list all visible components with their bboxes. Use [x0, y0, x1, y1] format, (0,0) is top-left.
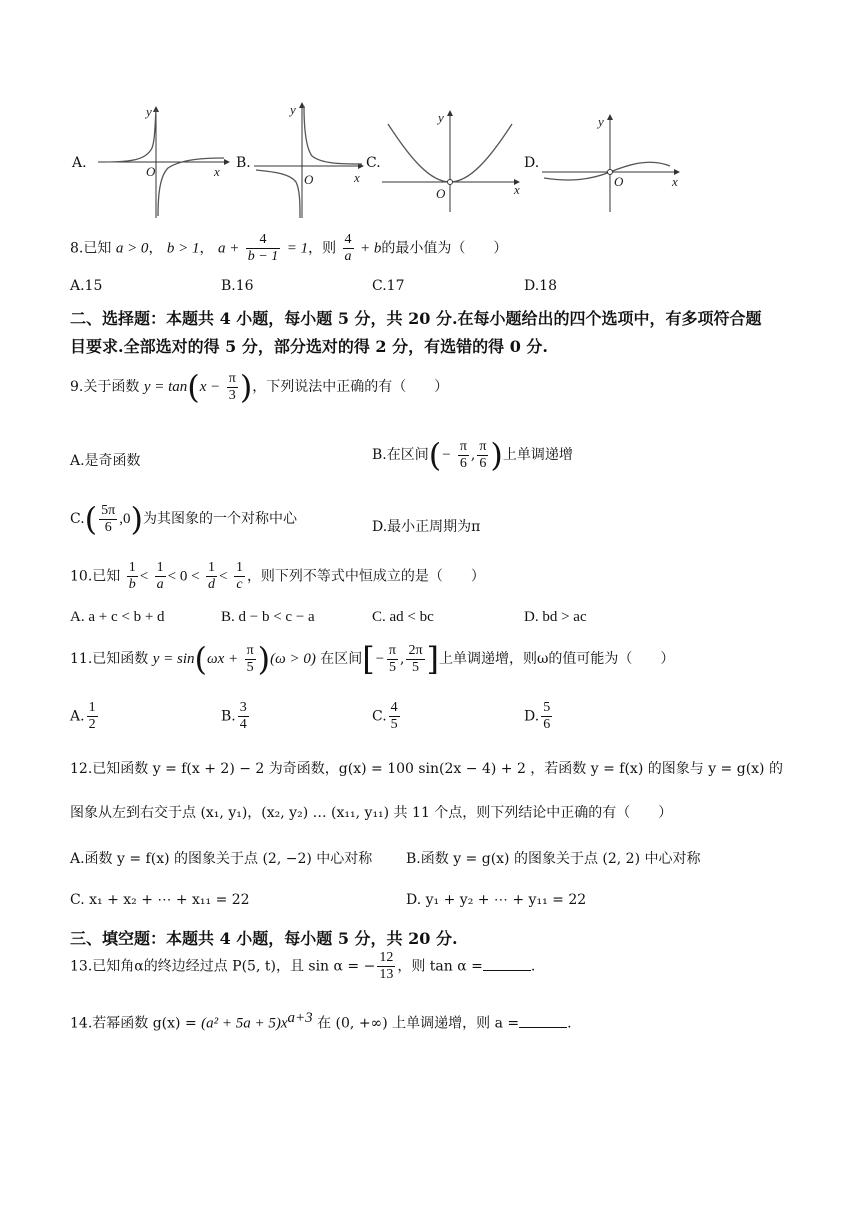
q12-question-line1: 12.已知函数 y = f(x + 2) − 2 为奇函数，g(x) = 100 sin(2x − 4) + 2 ，若函数 y = f(x) 的图象与 y = g(x) 的 [70, 761, 783, 777]
origin-label: O [146, 164, 156, 179]
q10-option-d: D. bd > ac [524, 609, 587, 625]
q11-option-c: C. $\frac{4}{5}$ [372, 700, 398, 732]
y-axis-label: y [598, 114, 604, 129]
section2-heading-line1: 二、选择题：本题共 4 小题，每小题 5 分，共 20 分.在每小题给出的四个选项中，有多项符合题 [70, 309, 762, 328]
q8-option-a: A.15 [70, 278, 103, 294]
graph-c [380, 108, 526, 216]
q7-option-d-label: D. [524, 155, 540, 171]
x-axis-label: x [672, 174, 678, 189]
q7-option-c-label: C. [366, 155, 381, 171]
x-axis-label: x [354, 170, 360, 185]
q11-option-d: D. $\frac{5}{6}$ [524, 700, 551, 732]
graph-d [540, 108, 686, 216]
y-axis-label: y [146, 104, 152, 119]
q11-question: 11.已知函数 y = sin(ωx + $\frac{\pi}{5}$ )(ω > 0) 在区间[− $\frac{\pi}{5}$ , $\frac{2\pi}{5}$ ]上单调递增，则ω的值可能为（ ） [70, 640, 675, 678]
graph-a [92, 104, 232, 220]
q10-option-a: A. a + c < b + d [70, 609, 165, 625]
y-axis-label: y [438, 110, 444, 125]
q7-option-b-label: B. [236, 155, 251, 171]
q12-option-d: D. y₁ + y₂ + ⋯ + y₁₁ = 22 [406, 892, 587, 908]
q12-option-a: A.函数 y = f(x) 的图象关于点 (2, −2) 中心对称 [70, 851, 373, 867]
q10-question: 10.已知 $\frac{1}{b}$ < $\frac{1}{a}$ < 0 < $\frac{1}{d}$ < $\frac{1}{c}$ ，则下列不等式中恒成立的是（ ） [70, 560, 485, 592]
x-axis-label: x [214, 164, 220, 179]
q7-option-a-label: A. [72, 155, 87, 171]
q9-question: 9.关于函数 y = tan(x − $\frac{\pi}{3}$ )，下列说法中正确的有（ ） [70, 368, 449, 406]
answer-blank[interactable] [483, 958, 531, 971]
q8-option-d: D.18 [524, 278, 557, 294]
q11-option-b: B. $\frac{3}{4}$ [221, 700, 247, 732]
q13-question: 13.已知角α的终边经过点 P(5, t)，且 sin α = − $\frac{12}{13}$ ，则 tan α = . [70, 950, 536, 982]
section2-heading-line2: 目要求.全部选对的得 5 分，部分选对的得 2 分，有选错的得 0 分. [70, 337, 548, 356]
q12-option-c: C. x₁ + x₂ + ⋯ + x₁₁ = 22 [70, 892, 250, 908]
q9-option-a: A.是奇函数 [70, 453, 141, 469]
origin-label: O [614, 174, 624, 189]
y-axis-label: y [290, 102, 296, 117]
q11-option-a: A. $\frac{1}{2}$ [70, 700, 96, 732]
origin-label: O [436, 186, 446, 201]
q10-option-c: C. ad < bc [372, 609, 434, 625]
x-axis-label: x [514, 182, 520, 197]
q9-option-d: D.最小正周期为π [372, 519, 481, 535]
q8-option-b: B.16 [221, 278, 254, 294]
q9-option-c: C.( $\frac{5\pi}{6}$ ,0)为其图象的一个对称中心 [70, 500, 297, 538]
q8-option-c: C.17 [372, 278, 405, 294]
section3-heading: 三、填空题：本题共 4 小题，每小题 5 分，共 20 分. [70, 929, 458, 948]
graph-b [252, 100, 368, 220]
q8-question: 8.已知 a > 0， b > 1， a + $\frac{4}{b - 1}$ = 1，则 $\frac{4}{a}$ + b的最小值为（ ） [70, 232, 508, 264]
q9-option-b: B.在区间(− $\frac{\pi}{6}$ , $\frac{\pi}{6}$ )上单调递增 [372, 436, 573, 474]
origin-label: O [304, 172, 314, 187]
q10-option-b: B. d − b < c − a [221, 609, 315, 625]
q14-question: 14.若幂函数 $g(x) = (a^2 + 5a + 5)x^{a+3}$ 在 (0, +∞) 上单调递增，则 a = . [70, 1010, 572, 1032]
answer-blank[interactable] [519, 1015, 567, 1028]
q12-question-line2: 图象从左到右交于点 (x₁, y₁)，(x₂, y₂) … (x₁₁, y₁₁) 共 11 个点，则下列结论中正确的有（ ） [70, 805, 673, 821]
q12-option-b: B.函数 y = g(x) 的图象关于点 (2, 2) 中心对称 [406, 851, 701, 867]
